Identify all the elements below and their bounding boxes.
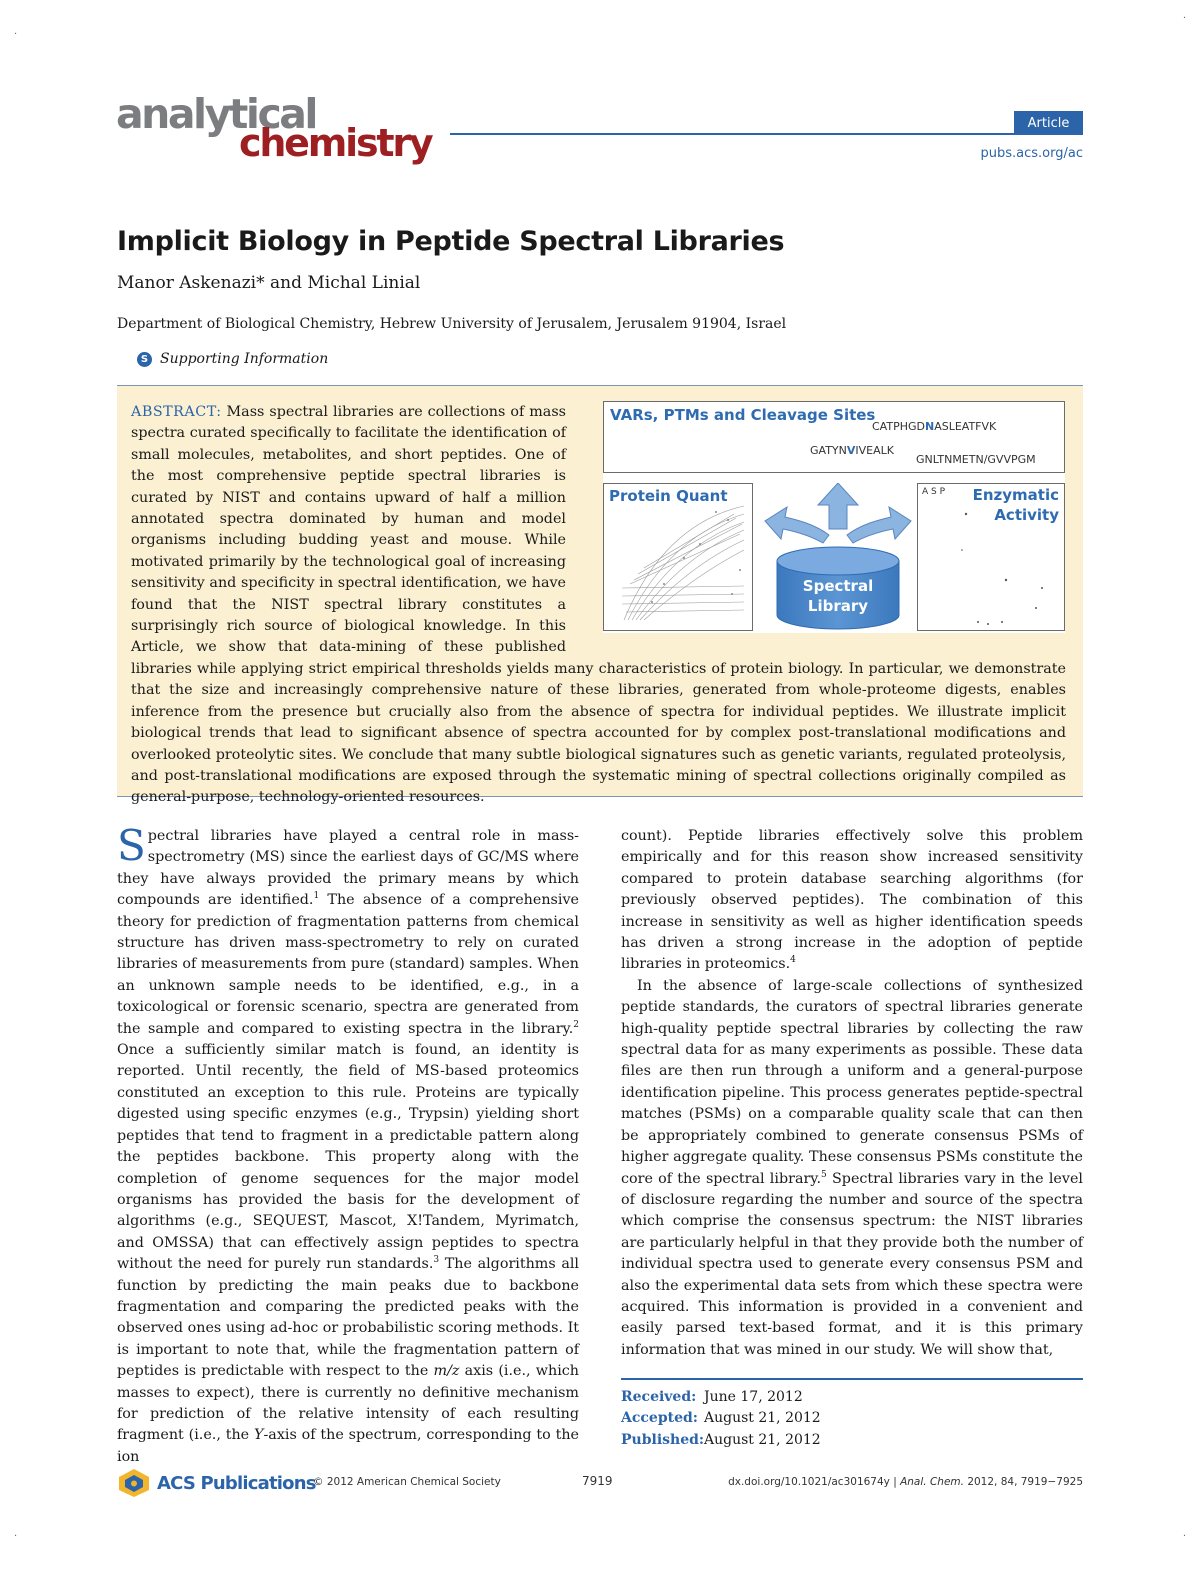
dates-rule bbox=[621, 1378, 1083, 1380]
toc-panel-protein-quant bbox=[603, 483, 753, 631]
toc-enzymatic-letters: A S P bbox=[922, 487, 946, 497]
toc-library-label-1: Spectral bbox=[802, 577, 874, 595]
accepted-label: Accepted: bbox=[621, 1410, 698, 1427]
header-rule bbox=[450, 133, 1083, 135]
crop-mark: · bbox=[14, 29, 18, 40]
journal-url-link[interactable]: pubs.acs.org/ac bbox=[980, 146, 1083, 161]
author-list: Manor Askenazi* and Michal Linial bbox=[117, 273, 421, 293]
crop-mark: · bbox=[1182, 13, 1186, 24]
reference-5-link[interactable]: 5 bbox=[821, 1169, 827, 1180]
journal-logo: analytical chemistry bbox=[116, 90, 432, 165]
acs-hexagon-icon bbox=[117, 1468, 151, 1498]
supporting-information-link[interactable] bbox=[137, 351, 328, 367]
drop-cap: S bbox=[117, 821, 146, 870]
toc-sequence-3: GNLTNMETN/GVVPGM bbox=[916, 453, 1036, 466]
reference-1-link[interactable]: 1 bbox=[313, 891, 320, 902]
toc-sequence-1: CATPHGDNASLEATFVK bbox=[872, 420, 997, 433]
reference-2-link[interactable]: 2 bbox=[573, 1019, 579, 1030]
intro-paragraph-1: Spectral libraries have played a central role in mass-spectrometry (MS) since the earliest days of GC/MS where they have always provided the primary means by which compounds are identified.$^1$ The absence of a comprehensive theory for prediction of fragmentation patterns from chemical structure has driven mass-spectrometry to rely on curated libraries of measurements from pure (standard) samples. When an unknown sample needs to be identified, e.g., in a toxicological or forensic scenario, spectra are generated from the sample and compared to existing spectra in the library.$^2$ Once a sufficiently similar match is found, an identity is reported. Until recently, the field of MS-based proteomics constituted an exception to this rule. Proteins are typically digested using specific enzymes (e.g., Trypsin) yielding short peptides that tend to fragment in a predictable pattern along the peptides backbone. This property along with the completion of genome sequences for the major model organisms has provided the basis for the development of algorithms (e.g., SEQUEST, Mascot, X!Tandem, Myrimatch, and OMSSA) that can effectively assign peptides to spectra without the need for purely run standards.$^3$ The algorithms all function by predicting the main peaks due to backbone fragmentation and comparing the predicted peaks with the observed ones using ad-hoc or probabilistic scoring methods. It is important to note that, while the fragmentation pattern of peptides is predictable with respect to the m/z axis (i.e., which masses to expect), there is currently no definitive mechanism for prediction of the relative intensity of each resulting fragment (i.e., the Y-axis of the spectrum, corresponding to the ion bbox=[117, 821, 579, 1465]
received-label: Received: bbox=[621, 1389, 697, 1405]
reference-4-link[interactable]: 4 bbox=[790, 955, 796, 966]
toc-enzymatic-marks bbox=[918, 484, 1064, 630]
toc-enzymatic-title-2: Activity bbox=[994, 505, 1059, 524]
copyright-notice: © 2012 American Chemical Society bbox=[313, 1476, 501, 1488]
body-column-left bbox=[117, 821, 579, 1468]
toc-spectral-library bbox=[763, 483, 913, 631]
abstract-body: Mass spectral libraries are collections of mass spectra curated specifically to facilitate the identification of small molecules, metabolites, and short peptides. One of the most comprehensive peptide spectral libraries is curated by NIST and contains upward of half a million annotated spectra dominated by human and model organisms including budding yeast and mouse. While motivated primarily by the technological goal of increasing sensitivity and specificity in spectral identification, we have found that the NIST spectral library constitutes a surprisingly rich source of biological knowledge. In this Article, we show that data-mining of these published libraries while applying strict empirical thresholds yields many characteristics of protein biology. In particular, we demonstrate that the size and increasingly comprehensive nature of these libraries, generated from whole-proteome digests, enables inference from the presence but crucially also from the absence of spectra for individual peptides. We illustrate implicit biological trends that lead to significant absence of spectra accounted for by complex post-translational modifications and overlooked proteolytic sites. We conclude that many subtle biological signatures such as genetic variants, regulated proteolysis, and post-translational modifications are exposed through the systematic mining of spectral collections originally compiled as general-purpose, technology-oriented resources. bbox=[131, 404, 1066, 806]
page-number: 7919 bbox=[582, 1474, 613, 1488]
supporting-info-icon: S bbox=[137, 352, 152, 367]
toc-sequence-2: GATYNVIVEALK bbox=[810, 444, 894, 457]
article-title: Implicit Biology in Peptide Spectral Libraries bbox=[117, 226, 785, 257]
intro-paragraph-2: In the absence of large-scale collections of synthesized peptide standards, the curators of spectral libraries generate high-quality peptide spectral libraries by collecting the raw spectral data for as many experiments as possible. These data files are then run through a uniform and a general-purpose identification pipeline. This process generates peptide-spectral matches (PSMs) on a comparable quality scale that can then be appropriately combined to generate consensus PSMs of higher aggregate quality. These consensus PSMs constitute the core of the spectral library.$^5$ Spectral libraries vary in the level of disclosure regarding the number and source of the spectra which comprise the consensus spectrum: the NIST libraries are particularly helpful in that they provide both the number of individual spectra used to generate every consensus PSM and also the experimental data sets from which these spectra were acquired. This information is provided in a convenient and easily parsed text-based format, and it is this primary information that was mined in our study. We will show that, bbox=[621, 977, 1083, 1358]
affiliation: Department of Biological Chemistry, Hebrew University of Jerusalem, Jerusalem 91904, Israel bbox=[117, 316, 787, 332]
toc-panel-enzymatic bbox=[917, 483, 1065, 631]
acs-publisher-name: ACS Publications bbox=[157, 1472, 316, 1494]
crop-mark: · bbox=[1182, 1531, 1186, 1542]
received-date: June 17, 2012 bbox=[704, 1389, 803, 1405]
abstract-label: ABSTRACT: bbox=[131, 404, 222, 420]
toc-protein-quant-title: Protein Quant bbox=[609, 487, 728, 505]
toc-library-label-2: Library bbox=[807, 596, 869, 615]
toc-enzymatic-title-1: Enzymatic bbox=[972, 486, 1059, 504]
reference-3-link[interactable]: 3 bbox=[433, 1255, 440, 1266]
accepted-date: August 21, 2012 bbox=[704, 1410, 821, 1427]
supporting-info-label: Supporting Information bbox=[160, 351, 329, 367]
article-type-badge: Article bbox=[1014, 111, 1083, 135]
body-column-right bbox=[621, 826, 1083, 1361]
published-date: August 21, 2012 bbox=[704, 1431, 821, 1448]
toc-panel-vars bbox=[603, 401, 1065, 473]
publication-dates bbox=[621, 1387, 821, 1451]
acs-publications-logo bbox=[117, 1468, 316, 1498]
published-label: Published: bbox=[621, 1431, 705, 1448]
intro-paragraph-1-cont: count). Peptide libraries effectively solve this problem empirically and for this reason show increased sensitivity compared to protein database searching algorithms (for previously observed peptides). The combination of this increase in sensitivity as well as higher identification speeds has driven a strong increase in the adoption of peptide libraries in proteomics.$^4$ bbox=[621, 828, 1083, 973]
toc-scatter-plot bbox=[604, 484, 752, 630]
crop-mark: · bbox=[14, 1531, 18, 1542]
toc-vars-title: VARs, PTMs and Cleavage Sites bbox=[610, 406, 876, 424]
doi-citation[interactable]: dx.doi.org/10.1021/ac301674y | Anal. Chem. 2012, 84, 7919−7925 bbox=[728, 1476, 1083, 1488]
toc-graphic bbox=[603, 401, 1065, 633]
